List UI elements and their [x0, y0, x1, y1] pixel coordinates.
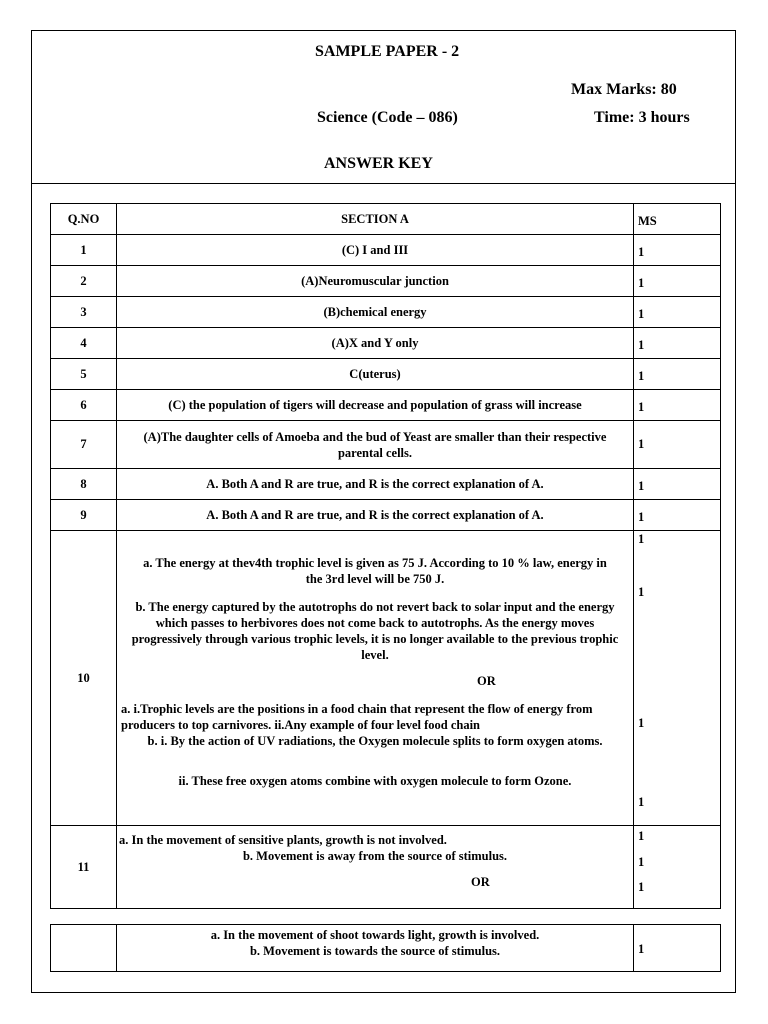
marks-value: 1: [638, 715, 645, 730]
table-row: [51, 328, 721, 359]
question-number: 9: [51, 500, 117, 531]
q10-answer-block: [117, 531, 633, 824]
marks-value: 1: [638, 794, 645, 809]
q10-alt-part-b: b. i. By the action of UV radiations, the Oxygen molecule splits to form oxygen atoms.: [147, 734, 603, 748]
table-row: [51, 266, 721, 297]
answer-text: (A)X and Y only: [117, 328, 634, 359]
question-number: 7: [51, 421, 117, 469]
q10-alt-part-a: a. i.Trophic levels are the positions in a food chain that represent the flow of energy from producers to top carnivores. ii.Any example of four level food chain: [121, 702, 593, 732]
q10-marks-stack: [634, 532, 720, 825]
question-number: 11: [51, 826, 117, 909]
answer-text: (B)chemical energy: [117, 297, 634, 328]
col-header-ms: MS: [634, 204, 721, 235]
question-number: 5: [51, 359, 117, 390]
answer-text: [117, 826, 634, 909]
table-row: [51, 235, 721, 266]
question-number: 3: [51, 297, 117, 328]
answer-table: [50, 203, 721, 909]
answer-text: A. Both A and R are true, and R is the correct explanation of A.: [117, 469, 634, 500]
answer-text: [117, 925, 634, 972]
marks: 1: [634, 390, 721, 421]
marks: [634, 826, 721, 909]
answer-table-continued: [50, 924, 721, 972]
table-header-row: [51, 204, 721, 235]
answer-text: (A)The daughter cells of Amoeba and the bud of Yeast are smaller than their respective parental cells.: [117, 421, 634, 469]
marks-value: 1: [638, 584, 645, 599]
answer-text: (C) I and III: [117, 235, 634, 266]
question-number: 4: [51, 328, 117, 359]
marks-value: 1: [638, 828, 645, 843]
table-row: [51, 500, 721, 531]
table-row: [51, 390, 721, 421]
answer-text: A. Both A and R are true, and R is the correct explanation of A.: [117, 500, 634, 531]
table-row: [51, 421, 721, 469]
marks: 1: [634, 469, 721, 500]
marks-value: 1: [638, 879, 645, 894]
table-row-q11-alt: [51, 925, 721, 972]
col-header-section: SECTION A: [117, 204, 634, 235]
max-marks: Max Marks: 80: [571, 81, 677, 98]
q10-part-b: b. The energy captured by the autotrophs do not revert back to solar input and the energy which passes to herbivores does not come back to autotrophs. As the energy moves progressively through various trophic levels, it is no longer available to the previous trophic level.: [131, 600, 619, 662]
marks: 1: [634, 328, 721, 359]
table-row: [51, 359, 721, 390]
q11-or: OR: [471, 875, 490, 889]
question-number: 8: [51, 469, 117, 500]
q11-alt-part-b: b. Movement is towards the source of stimulus.: [249, 944, 501, 958]
marks: 1: [634, 297, 721, 328]
marks: 1: [634, 235, 721, 266]
col-header-qno: Q.NO: [51, 204, 117, 235]
question-number: 2: [51, 266, 117, 297]
marks: 1: [634, 500, 721, 531]
q11-part-a: a. In the movement of sensitive plants, growth is not involved.: [119, 833, 447, 847]
marks: 1: [634, 925, 721, 972]
q11-alt-part-a: a. In the movement of shoot towards light, growth is involved.: [210, 928, 540, 942]
answer-text: [117, 531, 634, 826]
q10-or: OR: [477, 674, 496, 688]
q10-part-a: a. The energy at thev4th trophic level is given as 75 J. According to 10 % law, energy in the 3rd level will be 750 J.: [143, 556, 607, 586]
marks: 1: [634, 359, 721, 390]
marks-value: 1: [638, 531, 645, 546]
table-row: [51, 469, 721, 500]
question-number: 10: [51, 531, 117, 826]
q11-answer-block: [117, 826, 633, 907]
table-row-q10: [51, 531, 721, 826]
q11-marks-stack: [634, 827, 720, 908]
paper-title: SAMPLE PAPER - 2: [315, 43, 460, 60]
answer-text: (A)Neuromuscular junction: [117, 266, 634, 297]
answer-text: C(uterus): [117, 359, 634, 390]
question-number: 6: [51, 390, 117, 421]
question-number: 1: [51, 235, 117, 266]
marks: 1: [634, 421, 721, 469]
header-divider: [32, 183, 735, 184]
question-number-empty: [51, 925, 117, 972]
marks: [634, 531, 721, 826]
table-row: [51, 297, 721, 328]
marks-value: 1: [638, 854, 645, 869]
subject-code: Science (Code – 086): [317, 109, 458, 126]
q11-part-b: b. Movement is away from the source of stimulus.: [242, 849, 508, 863]
answer-text: (C) the population of tigers will decrease and population of grass will increase: [117, 390, 634, 421]
answer-key-heading: ANSWER KEY: [324, 155, 433, 172]
time-allowed: Time: 3 hours: [594, 109, 690, 126]
q10-alt-part-b-ii: ii. These free oxygen atoms combine with oxygen molecule to form Ozone.: [178, 774, 572, 788]
marks: 1: [634, 266, 721, 297]
table-row-q11: [51, 826, 721, 909]
